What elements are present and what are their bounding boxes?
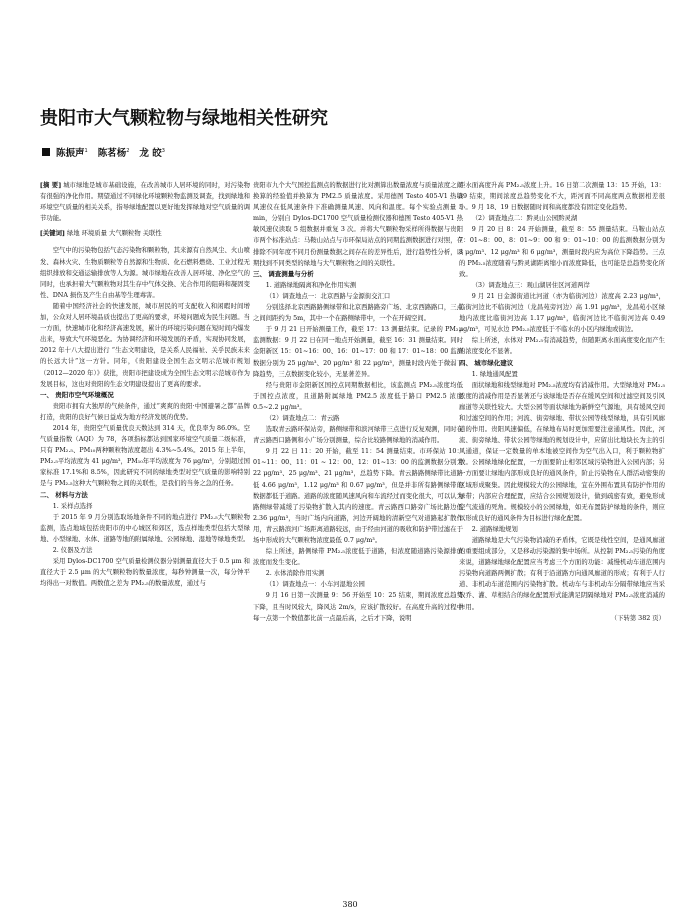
- subsection-heading: 2. 道路绿地规划: [471, 525, 518, 533]
- subsection-heading: 2. 仪器及方法: [52, 547, 93, 554]
- section-heading: 四、 城市绿化建议: [459, 358, 514, 367]
- section-heading: 二、 材料与方法: [40, 490, 88, 499]
- author-name: 陈振声$^1$: [56, 147, 88, 159]
- paragraph: 贵阳市九个大气国控监测点的数据进行比对测算出数量浓度与质量浓度之间换算的经验值并换算为 PM2.5 质量浓度。采用德图 Testo 405-V1 热敏风速仪在低风速条件下准确测量风速、风向和温度。每个实验点测量 5 min，分别自 Dylos-DC1700 空气质量检测仪器和德图 Testo 405-V1 热敏风速仪读取 5 组数据并重复 3 次。并将大气颗粒物采样所得数据与贵阳市两个标准站点：马鞍山站点与市环保局站点的同期监测数据进行对照，在排除不同年度不同月份测量数据之间存在的差异性后，进行趋势性分析，以期找到不同类型的绿地与大气颗粒物之间的关联性。: [253, 182, 463, 267]
- subsection-heading: 2. 水体消除作用实测: [265, 570, 325, 578]
- paragraph: 面状绿地和线型绿地对 PM₂.₅浓度均有消减作用。大型绿地对 PM₂.₅浓度的消减作用是否显著还与该绿地是否存在缓风空间和过滤空间及引风廊道等关联性较大。大型公园等面状绿地为新鲜空气源地，具有缓风空间和过滤空间的作用；河流、街旁绿地、带状公园等线型绿地，具有引风廊道的作用。贵阳风速偏低，在绿地布局时更加需要注意通风性。因此，河流、街旁绿地、带状公园等绿地的规划设计中，应留出比地块长为主的引风通道，保证一定数量的单本地被空间作为空气出入口，利于颗粒物扩散。公园绿地绿化配置，一方面要阶止相邻区域污染物进入公园内部；另一方面要让绿地内部形成良好的通风条件，阶止污染物在人群活动密集的区域形成聚集。因此规模较大的公园绿地，宜在外围布置具有防护作用的绿带；内部应合理配置，应结合公园规划设计，做到疏密有致，避免形成空气流通的死角。规模较小的公园绿地，如无布置防护绿地的条件，则应以形成良好的通风条件为目标进行绿化配置。: [459, 381, 665, 522]
- paragraph: 分别选择北京西路路侧绿带和北京西路路旁广场、北京西路路口，三点之间间距约为 5m，其中一个在路侧绿带中，一个在开阔空间。: [253, 304, 463, 323]
- text-column-3: [459, 180, 665, 892]
- keywords-label: [关键词]: [40, 230, 65, 238]
- paragraph: 于 2015 年 9 月分别选取场地条件不同的地点进行 PM₂.₅大气颗粒物监测，选点地域包括贵阳市的中心城区和郊区，选点样地类型包括大型绿地、小型绿地、水体、道路等地的附属绿地、公园绿地、湿地等绿地类型。: [40, 513, 250, 543]
- subsection-heading: 1. 采样点选择: [52, 502, 93, 510]
- paragraph: 9 月 22 日 11：20 开始，截至 11：54 测量结束。市环保站 10：01~11：00、11：01 ~ 12：00、12：01~13：00 的监测数据分别为 22 μg/m³、25 μg/m³、21 μg/m³，总趋势下降。青云路路侧绿带比道路低 4.66 μg/m³，1.12 μg/m³ 和 0.67 μg/m³，但是并非所有路侧绿带的数据都低于道路。道路的浓度随风速风向和车流经过而变化很大，可以认为路侧绿带减缓了污染物扩散入其内的速度。青云路西口路旁广场比路边低 2.36 μg/m³，当时广场内向道路，河边开阔地的清新空气对道路起扩散作用，青云路滨河广场距离道路较远，由于经由河道的吸收和防护带过滤在于场中形成的大气颗粒物浓度最低 0.7 μg/m³。: [253, 448, 463, 544]
- paragraph: 9 月 16 日第一次测量 9：56 开始至 10：25 结束，期间浓度总趋势下降，且当时风较大，降风达 2m/s，应该扩散较好。在高度升高的过程中每一点第一个数值都比前一点最后高，之后才下降，说明: [253, 592, 463, 622]
- paragraph: 综上所述，路侧绿带 PM₂.₅浓度低于道路，但浓度随道路污染源排放浓度而发生变化。: [253, 548, 463, 567]
- author-name: 龙 皎$^3$: [139, 147, 165, 159]
- text-column-2: [253, 180, 463, 892]
- abstract-label: [摘 要]: [40, 182, 62, 189]
- paragraph: （2）调查地点二：青云路: [265, 414, 340, 422]
- continued-note: （下转第 382 页）: [610, 614, 665, 622]
- square-bullet-icon: [42, 148, 50, 156]
- article-title: 贵阳市大气颗粒物与绿地相关性研究: [40, 108, 328, 129]
- paragraph: （2）调查地点二：黔灵山公园黔灵湖: [471, 215, 578, 223]
- abstract: [40, 180, 250, 224]
- author-name: 陈茗杨$^2$: [97, 147, 130, 159]
- paragraph: 选取青云路环保站旁，路侧绿带和滨河绿带三点进行反复观测，同时在青云路西口路侧和小广场分别测量，综合比较路侧绿地的消减作用。: [253, 426, 463, 445]
- paragraph: 9 月 21 日金源街道比河道（亦为临街河边）浓度高 2.23 μg/m³，临街河边比不临街河边（龙昌苑旁河边）高 1.91 μg/m³，龙昌苑小区绿地内浓度比临街河边高 1.17 μg/m³，临街河边比不临街河边高 0.49 μg/m³，可见水边 PM₂.₅浓度低于不临水的小区内绿地或街边。: [459, 292, 665, 334]
- keywords-text: 绿地 环境质量 大气颗粒物 关联性: [66, 230, 162, 238]
- section-heading: 三、 调查测量与分析: [253, 269, 314, 278]
- section-heading: 一、 贵阳市空气环境概况: [40, 390, 114, 399]
- paragraph: 采用 Dylos-DC1700 空气质量检测仪器分别测量直径大于 0.5 μm 和直径大于 2.5 μm 的大气颗粒物的数量浓度，每秒钟测量一次，每分钟平均得出一对数值。两数值之差为 PM₂.₅的数量浓度，通过与: [40, 558, 250, 588]
- paragraph: 9 月 20 日 8：24 开始测量，截至 8：55 测量结束。马鞍山站点 7：01~8：00、8：01~9：00 和 9：01~10：00 的监测数据分别为 8 μg/m³、12 μg/m³ 和 6 μg/m³，测量时段内应为高位下降趋势。三点的 PM₂.₅浓度随着与黔灵湖距离缩小而浓度降低，也可能是总趋势变化所致。: [459, 226, 665, 278]
- paragraph: 贵阳市拥有大独厚的气候条件，通过“爽爽的贵阳·中国避暑之都”品牌打造，贵阳的良好气候日益成为地方经济发展的优势。: [40, 402, 250, 421]
- paragraph: 于 9 月 21 日开始测量工作，截至 17：13 测量结束。记录的 PM₂.₅监测数据：9 月 22 日在同一地点开始测量，截至 16：31 测量结束。同时金阳新区 15：01~16：00、16：01~17：00 和 17：01~18：00 监测数据分别为 25 μg/m³、20 μg/m³ 和 22 μg/m³，测量时段内处于微弱下降趋势，三点数据变化较小，无显著差异。: [253, 326, 463, 378]
- keywords: [40, 228, 250, 239]
- paragraph: （3）调查地点三：观山湖居住区河道两岸: [471, 281, 590, 289]
- subsection-heading: 1. 道路绿地隔离和净化作用实测: [265, 281, 357, 289]
- paragraph: 空气中的污染物包括气态污染物和颗粒物，其来源有自然风尘、火山喷发、森林火灾、生物质颗粒等自然源和生物质、化石燃料燃烧、工业过程无组织排放和交通运输排放等人为源。城市绿地在改善人居环境、净化空气的同时，也承担着大气颗粒物对其生存中气体交换、光合作用的阻碍和凝固变性、DNA 损伤及产生自由基等生理毒害。: [40, 247, 250, 299]
- page-number: 380: [342, 900, 358, 909]
- paragraph: 综上所述，水体对 PM₂.₅有消减趋势，但随距离水面高度变化而产生的浓度变化不显著。: [459, 337, 665, 356]
- abstract-text: 城市绿地是城市基础设施，在改善城市人居环境的同时，对污染物有很强的净化作用。期望通过不同绿化环境颗粒物监测及调查，找到绿地和环境空气质量的相关关系，指导绿地配置以更好地发挥绿地对空气质量的调节功能。: [40, 182, 250, 223]
- paragraph: （1）调查地点一：小车河湿地公园: [265, 581, 365, 589]
- author-line: [42, 145, 175, 159]
- paragraph: 随着中国经济社会的快速发展，城市居民的可支配收入和闲暇时间增加，公众对人居环境品质也提出了更高的要求，环境问题成为民生问题。当一方面，快速城市化和经济高速发展，累计的环境污染问题在短时间内爆发出来，导致大气环境恶化。为协调经济和环境发展的矛盾，实现协同发展，2012 年十八大提出进行 “生态文明建设，是关系人民福祉、关乎民族未来的长远大计”这一方针。同年，《贵阳建设全国生态文明示范城市规划（2012—2020 年）》获批，贵阳市把建设成为全国生态文明示范城市作为发展目标，这也对贵阳的生态文明建设提出了更高的要求。: [40, 302, 250, 388]
- paragraph: 道路绿地是大气污染物消减的矛盾体，它既是线性空间，是通风廊道的重要组成部分，又是移动污染源的集中场所。从控制 PM₂.₅污染的角度来说，道路绿地绿化配置应当考虑三个方面的功能：减慢机动车道范围内污染物向道路两侧扩散；有利于沿道路方向通风廊道的形成；有利于人行道、非机动车道范围内污染物扩散。机动车与非机动车分隔带绿地应当采取乔、灌、草相结合的绿化配置形式能满足阴隔绿地对 PM₂.₅浓度消减的作用。: [459, 537, 665, 611]
- paragraph: （1）调查地点一：北京西路与金源街交汇口: [265, 292, 391, 300]
- paragraph: 距水面高度升高 PM₂.₅浓度上升。16 日第二次测量 13：15 开始，13：39 结束，期间浓度总趋势变化不大，距河面不同高度两点数据相差很小。9 月 18、19 日数据随时间和高度都没有固定变化趋势。: [459, 182, 665, 212]
- subsection-heading: 1. 绿地通风配置: [471, 370, 518, 378]
- paragraph: 2014 年，贵阳空气质量优良天数达到 314 天，优良率为 86.0%。空气质量指数（AQI）为 78，各项指标都达到国家环境空气质量二级标准，只有 PM₂.₅、PM₁₀两种颗粒物浓度超出 4.3%~5.4%。2015 年上半年，PM₂.₅平均浓度为 41 μg/m³，PM₁₀年平均浓度为 76 μg/m³，分别超过国家标准 17.1%和 8.5%，因此研究不同的绿地类型对空气质量的影响特别是与 PM₂.₅这种大气颗粒物之间的关联性，是我们的当务之急的任务。: [40, 424, 250, 488]
- text-column-1: [40, 180, 250, 892]
- paragraph: 经与贵阳市金阳新区国控点同期数据相比，该监测点 PM₂.₅浓度均低于国控点浓度，且道路附属绿地 PM2.5 浓度低于路口 PM2.5 浓度 0.5~2.2 μg/m³。: [253, 381, 463, 411]
